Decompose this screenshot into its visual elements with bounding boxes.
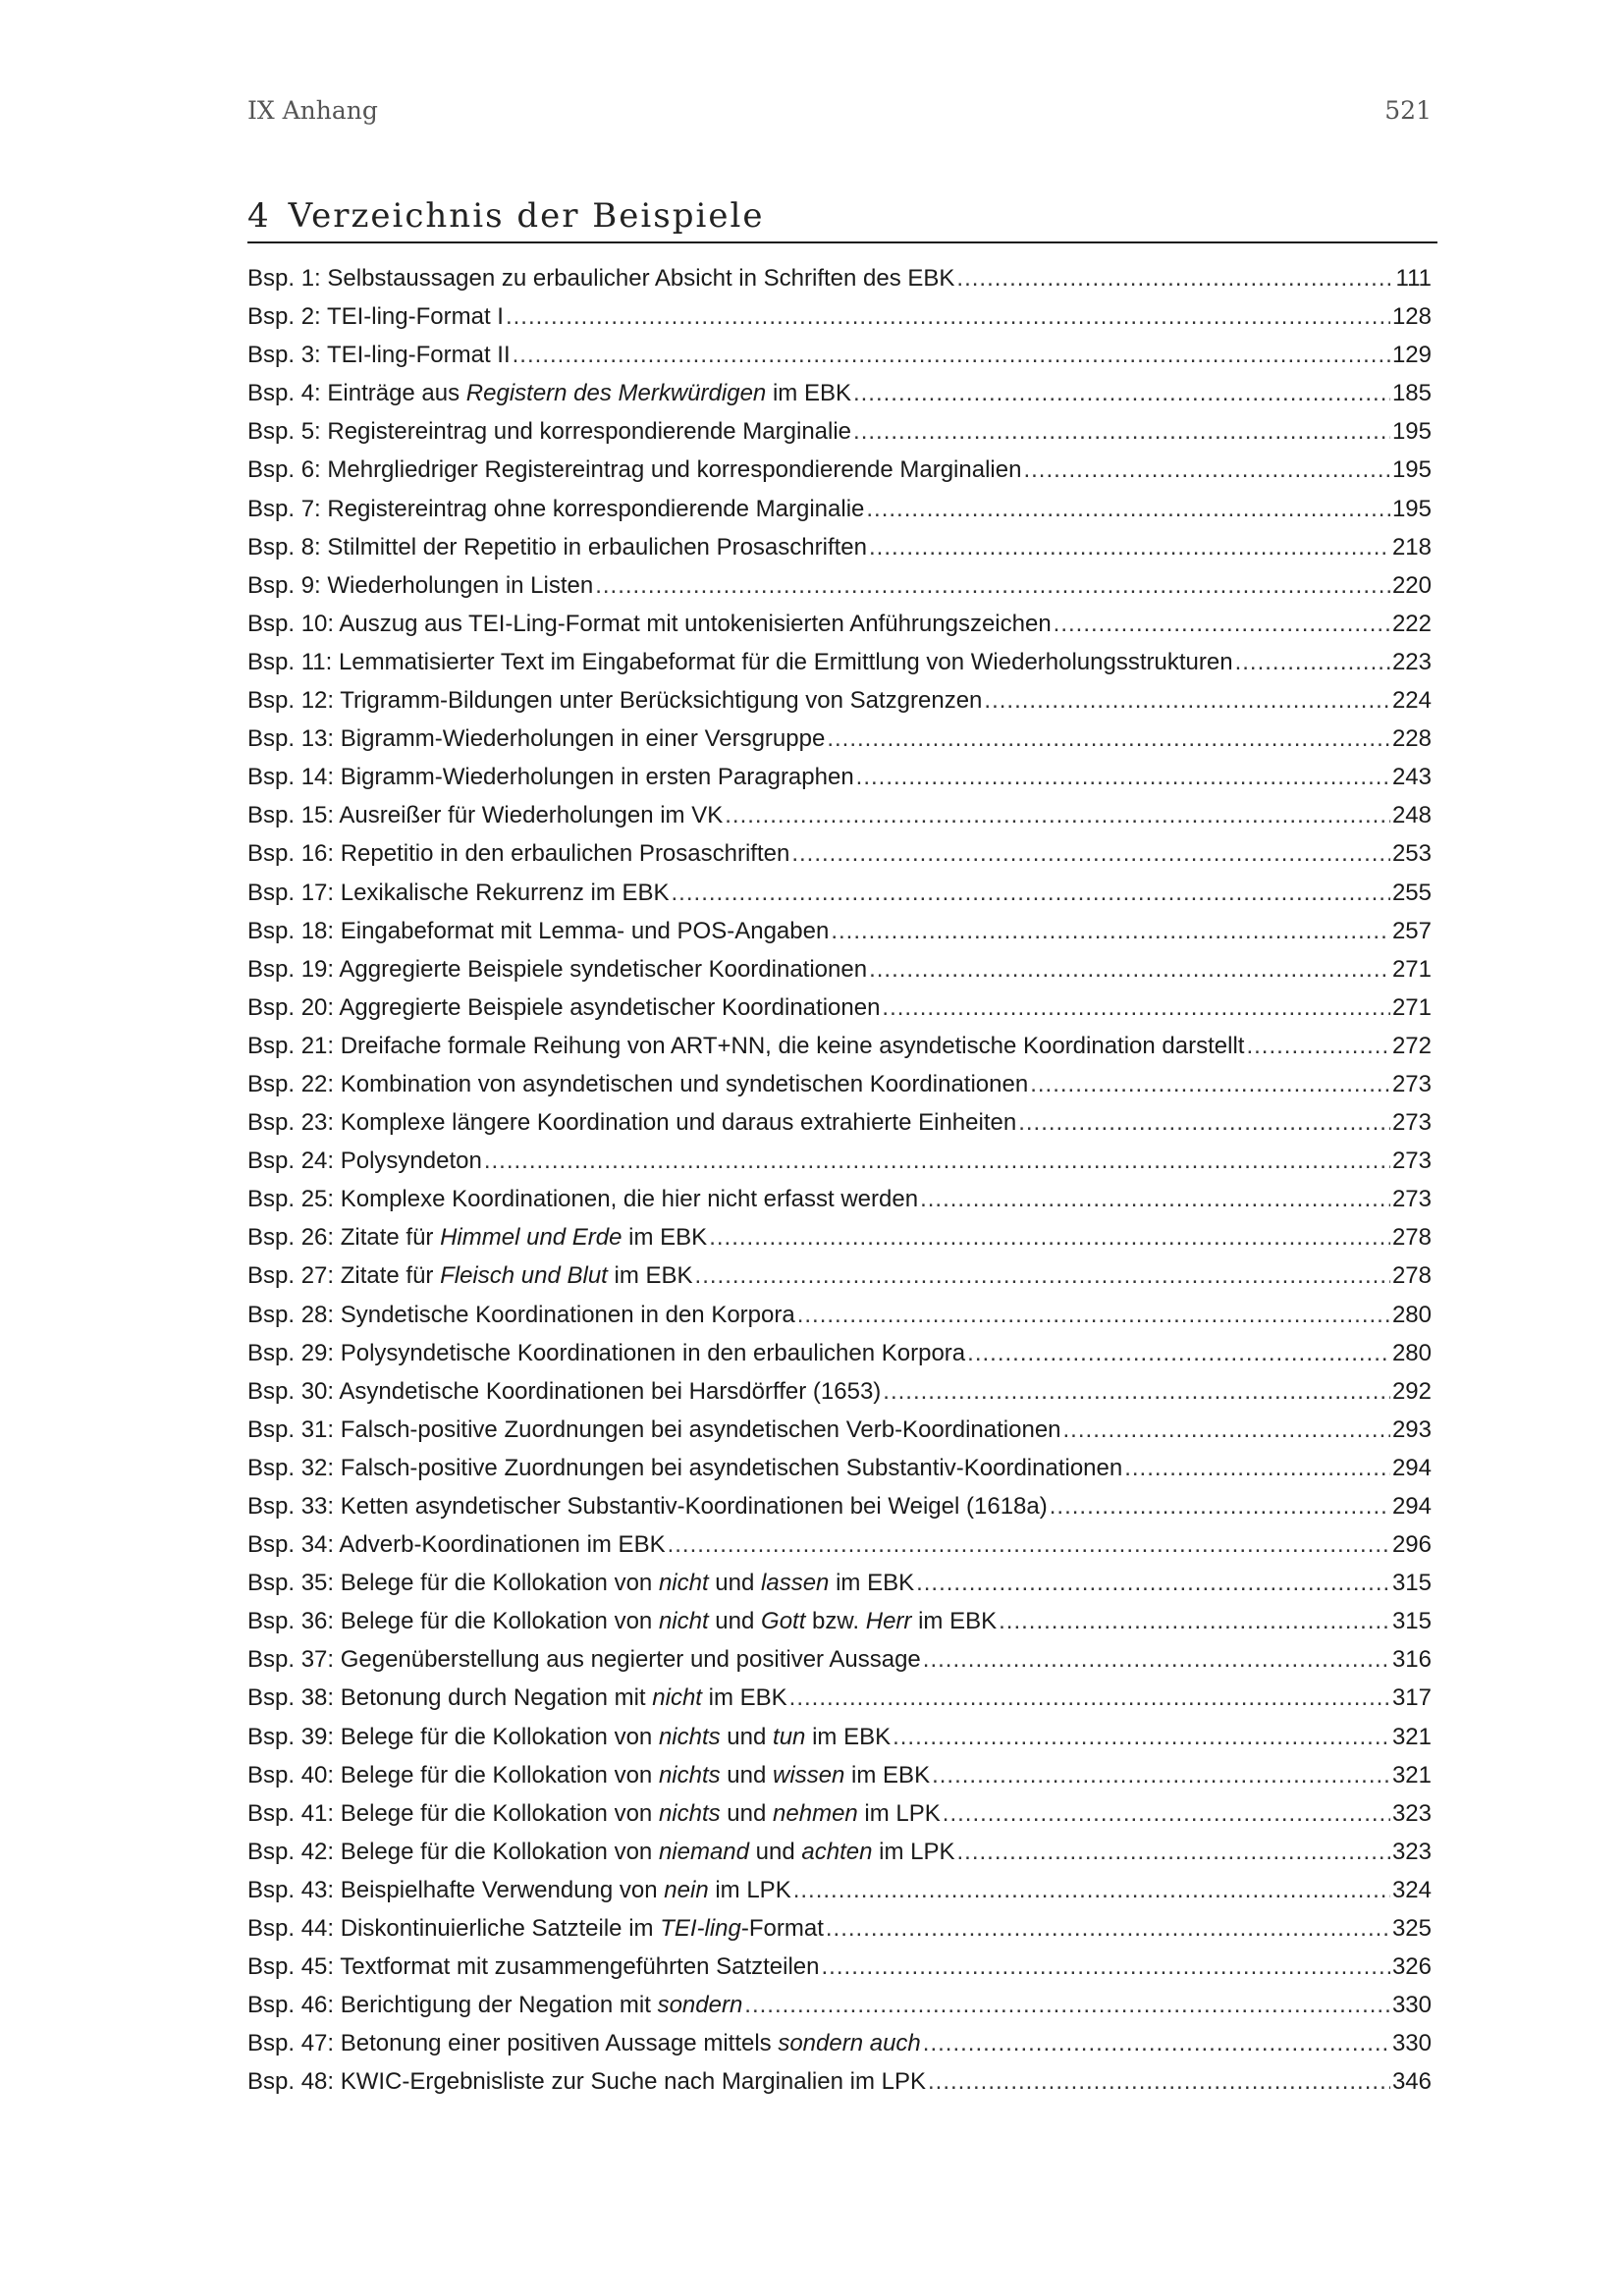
list-item: [247, 1378, 1432, 1416]
example-title: [247, 1992, 742, 2019]
example-page-number: 316: [1391, 1646, 1432, 1674]
dot-leader: [928, 2068, 1390, 2096]
example-title-italic: nicht: [652, 1684, 702, 1712]
example-page-number: 294: [1391, 1493, 1432, 1520]
example-title: [247, 1262, 693, 1290]
example-title-text: im EBK: [805, 1723, 892, 1750]
list-item: [247, 956, 1432, 994]
example-title-text: Bsp. 38: Betonung durch Negation mit: [247, 1684, 653, 1712]
example-title-text: Bsp. 22: Kombination von asyndetischen und syndetischen Koordinationen: [247, 1070, 1029, 1097]
example-title-text: im EBK: [844, 1761, 931, 1789]
example-title: [247, 265, 954, 293]
example-title-italic: sondern: [657, 1992, 743, 2019]
example-title-text: im EBK: [622, 1224, 708, 1252]
example-page-number: 248: [1391, 802, 1432, 829]
example-page-number: 323: [1391, 1838, 1432, 1865]
example-title: [247, 1877, 791, 1904]
list-item: [247, 1262, 1432, 1301]
example-title-text: und: [720, 1723, 774, 1750]
example-page-number: 321: [1391, 1723, 1432, 1750]
example-title-text: Bsp. 46: Berichtigung der Negation mit: [247, 1992, 658, 2019]
example-page-number: 293: [1391, 1415, 1432, 1443]
example-title-text: Bsp. 12: Trigramm-Bildungen unter Berücksichtigung von Satzgrenzen: [247, 687, 983, 715]
example-title: [247, 764, 854, 791]
dot-leader: [967, 1340, 1390, 1367]
example-title: [247, 534, 867, 561]
example-title-text: und: [720, 1799, 774, 1827]
example-title: [247, 918, 829, 945]
example-page-number: 294: [1391, 1454, 1432, 1481]
dot-leader: [999, 1608, 1390, 1635]
example-title: [247, 2068, 926, 2096]
running-head-page-number: 521: [1384, 96, 1432, 125]
dot-leader: [595, 572, 1390, 600]
example-title-text: Bsp. 9: Wiederholungen in Listen: [247, 571, 594, 599]
dot-leader: [1023, 456, 1390, 484]
list-item: [247, 725, 1432, 764]
dot-leader: [709, 1224, 1390, 1252]
list-item: [247, 687, 1432, 725]
running-head-section: IX Anhang: [247, 96, 378, 125]
list-item: [247, 496, 1432, 534]
list-item: [247, 1109, 1432, 1148]
list-item: [247, 880, 1432, 918]
dot-leader: [1246, 1033, 1390, 1060]
dot-leader: [725, 802, 1390, 829]
chapter-heading: [247, 196, 1437, 243]
example-title-text: im EBK: [607, 1262, 693, 1290]
example-title-text: Bsp. 7: Registereintrag ohne korrespondierende Marginalie: [247, 495, 865, 522]
dot-leader: [932, 1762, 1390, 1789]
list-item: [247, 1186, 1432, 1224]
list-item: [247, 1608, 1432, 1646]
example-page-number: 278: [1391, 1262, 1432, 1290]
example-title: [247, 1302, 795, 1329]
example-title-text: Bsp. 23: Komplexe längere Koordination und daraus extrahierte Einheiten: [247, 1109, 1017, 1137]
example-title: [247, 725, 825, 753]
example-title: [247, 1684, 787, 1712]
example-title-text: Bsp. 43: Beispielhafte Verwendung von: [247, 1876, 665, 1903]
example-page-number: 317: [1391, 1684, 1432, 1712]
example-page-number: 273: [1391, 1109, 1432, 1137]
example-title-text: Bsp. 41: Belege für die Kollokation von: [247, 1799, 659, 1827]
dot-leader: [1063, 1416, 1390, 1444]
dot-leader: [1054, 611, 1390, 638]
example-title-text: Bsp. 17: Lexikalische Rekurrenz im EBK: [247, 879, 670, 906]
example-title-text: Bsp. 15: Ausreißer für Wiederholungen im VK: [247, 802, 724, 829]
list-item: [247, 380, 1432, 418]
example-title: [247, 380, 851, 407]
list-item: [247, 1493, 1432, 1531]
example-page-number: 243: [1391, 764, 1432, 791]
example-title-italic: nein: [664, 1876, 709, 1903]
example-title: [247, 956, 867, 984]
example-title-text: Bsp. 16: Repetitio in den erbaulichen Prosaschriften: [247, 840, 790, 868]
example-title-text: Bsp. 25: Komplexe Koordinationen, die hier nicht erfasst werden: [247, 1186, 919, 1213]
example-title-text: Bsp. 2: TEI-ling-Format I: [247, 303, 504, 331]
example-title-italic: lassen: [761, 1570, 830, 1597]
example-title-italic: achten: [801, 1838, 873, 1865]
dot-leader: [1050, 1493, 1390, 1521]
dot-leader: [484, 1148, 1390, 1175]
list-item: [247, 534, 1432, 572]
dot-leader: [1018, 1109, 1390, 1137]
example-title-text: Bsp. 13: Bigramm-Wiederholungen in einer Versgruppe: [247, 725, 826, 753]
example-title-text: und: [720, 1761, 774, 1789]
list-item: [247, 1148, 1432, 1186]
example-page-number: 195: [1391, 418, 1432, 446]
example-title: [247, 880, 670, 907]
example-page-number: 271: [1391, 955, 1432, 983]
example-title-text: und: [708, 1570, 762, 1597]
examples-list: [247, 265, 1432, 2108]
list-item: [247, 2068, 1432, 2107]
dot-leader: [920, 1186, 1390, 1213]
example-title: [247, 1224, 707, 1252]
example-page-number: 271: [1391, 993, 1432, 1021]
example-title: [247, 1340, 965, 1367]
list-item: [247, 649, 1432, 687]
example-page-number: 222: [1391, 610, 1432, 637]
list-item: [247, 1800, 1432, 1839]
example-title-text: Bsp. 37: Gegenüberstellung aus negierter und positiver Aussage: [247, 1646, 921, 1674]
list-item: [247, 764, 1432, 802]
example-title-text: Bsp. 18: Eingabeformat mit Lemma- und POS-Angaben: [247, 917, 830, 944]
list-item: [247, 1071, 1432, 1109]
example-title-text: Bsp. 26: Zitate für: [247, 1224, 441, 1252]
dot-leader: [827, 725, 1390, 753]
dot-leader: [1124, 1455, 1390, 1482]
chapter-number: 4: [247, 196, 271, 236]
example-title-text: Bsp. 11: Lemmatisierter Text im Eingabeformat für die Ermittlung von Wiederholungsstrukturen: [247, 648, 1233, 675]
example-title-italic: nichts: [658, 1761, 721, 1789]
example-title-italic: nichts: [658, 1799, 721, 1827]
example-title-italic: niemand: [658, 1838, 749, 1865]
example-page-number: 272: [1391, 1032, 1432, 1059]
dot-leader: [506, 303, 1390, 331]
list-item: [247, 611, 1432, 649]
dot-leader: [744, 1992, 1390, 2019]
example-page-number: 326: [1391, 1953, 1432, 1981]
example-title-text: im LPK: [708, 1876, 791, 1903]
list-item: [247, 1033, 1432, 1071]
list-item: [247, 572, 1432, 611]
example-title: [247, 1953, 820, 1981]
example-page-number: 273: [1391, 1186, 1432, 1213]
example-title: [247, 687, 982, 715]
example-page-number: 278: [1391, 1224, 1432, 1252]
dot-leader: [916, 1570, 1390, 1597]
example-title: [247, 994, 880, 1022]
list-item: [247, 418, 1432, 456]
list-item: [247, 918, 1432, 956]
example-title-text: Bsp. 39: Belege für die Kollokation von: [247, 1723, 659, 1750]
chapter-title: Verzeichnis der Beispiele: [288, 196, 765, 236]
list-item: [247, 456, 1432, 495]
dot-leader: [882, 994, 1390, 1022]
example-title: [247, 456, 1021, 484]
dot-leader: [672, 880, 1390, 907]
example-title: [247, 1033, 1244, 1060]
example-page-number: 224: [1391, 687, 1432, 715]
example-title-text: Bsp. 5: Registereintrag und korrespondierende Marginalie: [247, 418, 852, 446]
example-page-number: 129: [1391, 342, 1432, 369]
example-title-text: Bsp. 6: Mehrgliedriger Registereintrag und korrespondierende Marginalien: [247, 456, 1022, 484]
example-title: [247, 1724, 891, 1751]
dot-leader: [883, 1378, 1390, 1406]
dot-leader: [893, 1724, 1390, 1751]
example-title: [247, 1800, 941, 1828]
example-page-number: 257: [1391, 917, 1432, 944]
example-page-number: 292: [1391, 1377, 1432, 1405]
example-title-text: im EBK: [766, 380, 851, 407]
example-page-number: 218: [1391, 533, 1432, 561]
example-title: [247, 1762, 930, 1789]
example-title-text: Bsp. 24: Polysyndeton: [247, 1148, 482, 1175]
dot-leader: [869, 956, 1390, 984]
example-title-text: Bsp. 14: Bigramm-Wiederholungen in ersten Paragraphen: [247, 764, 854, 791]
example-title-italic: nicht: [658, 1608, 709, 1635]
dot-leader: [943, 1800, 1390, 1828]
dot-leader: [793, 1877, 1390, 1904]
list-item: [247, 303, 1432, 342]
example-title-text: Bsp. 10: Auszug aus TEI-Ling-Format mit untokenisierten Anführungszeichen: [247, 610, 1052, 637]
list-item: [247, 1839, 1432, 1877]
example-title-text: im EBK: [701, 1684, 787, 1712]
list-item: [247, 1646, 1432, 1684]
example-title: [247, 1416, 1061, 1444]
list-item: [247, 1992, 1432, 2030]
dot-leader: [869, 534, 1390, 561]
example-title-italic: Herr: [865, 1608, 912, 1635]
example-page-number: 280: [1391, 1301, 1432, 1328]
example-title-text: Bsp. 44: Diskontinuierliche Satzteile im: [247, 1915, 661, 1943]
example-title: [247, 572, 593, 600]
example-title-italic: Himmel und Erde: [440, 1224, 623, 1252]
list-item: [247, 1570, 1432, 1608]
example-title-text: Bsp. 48: KWIC-Ergebnisliste zur Suche nach Marginalien im LPK: [247, 2068, 926, 2096]
example-title-text: im EBK: [911, 1608, 998, 1635]
example-title: [247, 1839, 954, 1866]
example-title: [247, 1148, 482, 1175]
example-title-text: im EBK: [829, 1570, 915, 1597]
example-page-number: 315: [1391, 1608, 1432, 1635]
example-title: [247, 1915, 824, 1943]
list-item: [247, 1762, 1432, 1800]
dot-leader: [831, 918, 1390, 945]
example-title-text: und: [749, 1838, 802, 1865]
list-item: [247, 265, 1432, 303]
example-page-number: 330: [1391, 2030, 1432, 2057]
example-page-number: 321: [1391, 1761, 1432, 1789]
example-title: [247, 418, 851, 446]
dot-leader: [513, 342, 1390, 369]
example-title-text: Bsp. 28: Syndetische Koordinationen in den Korpora: [247, 1301, 795, 1328]
example-title-italic: TEI-ling: [660, 1915, 741, 1943]
dot-leader: [1235, 649, 1390, 676]
example-title-text: Bsp. 8: Stilmittel der Repetitio in erbaulichen Prosaschriften: [247, 533, 867, 561]
list-item: [247, 994, 1432, 1033]
list-item: [247, 840, 1432, 879]
example-title: [247, 1493, 1048, 1521]
example-title-text: Bsp. 31: Falsch-positive Zuordnungen bei asyndetischen Verb-Koordinationen: [247, 1415, 1061, 1443]
example-page-number: 280: [1391, 1339, 1432, 1366]
example-title-italic: Fleisch und Blut: [440, 1262, 608, 1290]
dot-leader: [668, 1531, 1390, 1559]
list-item: [247, 1877, 1432, 1915]
dot-leader: [923, 1646, 1390, 1674]
example-title-text: -Format: [740, 1915, 824, 1943]
dot-leader: [853, 380, 1390, 407]
example-title: [247, 303, 504, 331]
list-item: [247, 1302, 1432, 1340]
list-item: [247, 1684, 1432, 1723]
example-title: [247, 840, 789, 868]
dot-leader: [695, 1262, 1390, 1290]
example-title-text: Bsp. 34: Adverb-Koordinationen im EBK: [247, 1531, 666, 1559]
example-title-italic: sondern auch: [778, 2030, 921, 2057]
example-title-text: Bsp. 20: Aggregierte Beispiele asyndetischer Koordinationen: [247, 993, 881, 1021]
list-item: [247, 342, 1432, 380]
dot-leader: [789, 1684, 1390, 1712]
list-item: [247, 2030, 1432, 2068]
example-title-text: Bsp. 27: Zitate für: [247, 1262, 441, 1290]
list-item: [247, 1340, 1432, 1378]
example-title-text: im LPK: [872, 1838, 955, 1865]
dot-leader: [1030, 1071, 1390, 1098]
example-title-text: Bsp. 35: Belege für die Kollokation von: [247, 1570, 659, 1597]
example-page-number: 323: [1391, 1799, 1432, 1827]
example-page-number: 111: [1395, 265, 1432, 292]
dot-leader: [956, 265, 1393, 293]
example-title-text: Bsp. 3: TEI-ling-Format II: [247, 342, 511, 369]
example-title: [247, 1608, 997, 1635]
list-item: [247, 802, 1432, 840]
example-title-text: Bsp. 32: Falsch-positive Zuordnungen bei asyndetischen Substantiv-Koordinationen: [247, 1454, 1123, 1481]
example-page-number: 253: [1391, 840, 1432, 868]
example-title-italic: wissen: [773, 1761, 845, 1789]
example-title: [247, 342, 511, 369]
example-title-text: Bsp. 19: Aggregierte Beispiele syndetischer Koordinationen: [247, 955, 868, 983]
example-title-italic: Registern des Merkwürdigen: [465, 380, 767, 407]
example-page-number: 273: [1391, 1070, 1432, 1097]
example-title-text: Bsp. 30: Asyndetische Koordinationen bei Harsdörffer (1653): [247, 1377, 882, 1405]
example-title-italic: tun: [773, 1723, 806, 1750]
dot-leader: [956, 1839, 1389, 1866]
example-title: [247, 802, 723, 829]
dot-leader: [791, 840, 1390, 868]
example-title-text: Bsp. 42: Belege für die Kollokation von: [247, 1838, 659, 1865]
example-title: [247, 496, 864, 523]
list-item: [247, 1915, 1432, 1953]
example-page-number: 346: [1391, 2068, 1432, 2096]
example-title-text: bzw.: [805, 1608, 866, 1635]
example-title: [247, 1071, 1028, 1098]
example-title-text: Bsp. 36: Belege für die Kollokation von: [247, 1608, 659, 1635]
dot-leader: [797, 1302, 1390, 1329]
example-title: [247, 1455, 1122, 1482]
example-title: [247, 1570, 914, 1597]
list-item: [247, 1416, 1432, 1455]
example-page-number: 325: [1391, 1915, 1432, 1943]
dot-leader: [984, 687, 1390, 715]
dot-leader: [826, 1915, 1390, 1943]
example-page-number: 223: [1391, 648, 1432, 675]
example-page-number: 296: [1391, 1531, 1432, 1559]
example-page-number: 228: [1391, 725, 1432, 753]
list-item: [247, 1455, 1432, 1493]
example-title: [247, 1186, 918, 1213]
example-title-text: Bsp. 47: Betonung einer positiven Aussage mittels: [247, 2030, 779, 2057]
example-page-number: 185: [1391, 380, 1432, 407]
example-title-italic: nichts: [658, 1723, 721, 1750]
example-title-italic: nehmen: [773, 1799, 858, 1827]
example-title: [247, 1109, 1016, 1137]
example-title-text: und: [708, 1608, 762, 1635]
example-title-text: Bsp. 33: Ketten asyndetischer Substantiv-Koordinationen bei Weigel (1618a): [247, 1493, 1048, 1520]
example-page-number: 324: [1391, 1876, 1432, 1903]
example-title: [247, 1531, 666, 1559]
example-page-number: 255: [1391, 879, 1432, 906]
example-title-text: Bsp. 1: Selbstaussagen zu erbaulicher Absicht in Schriften des EBK: [247, 265, 955, 292]
dot-leader: [866, 496, 1390, 523]
example-title: [247, 1378, 881, 1406]
example-title: [247, 611, 1052, 638]
list-item: [247, 1953, 1432, 1992]
example-title-italic: nicht: [658, 1570, 709, 1597]
list-item: [247, 1224, 1432, 1262]
example-page-number: 195: [1391, 495, 1432, 522]
example-page-number: 315: [1391, 1570, 1432, 1597]
example-title-text: Bsp. 45: Textformat mit zusammengeführten Satzteilen: [247, 1953, 820, 1981]
example-page-number: 330: [1391, 1992, 1432, 2019]
example-title-text: im LPK: [857, 1799, 941, 1827]
list-item: [247, 1724, 1432, 1762]
dot-leader: [822, 1953, 1390, 1981]
example-page-number: 128: [1391, 303, 1432, 331]
example-page-number: 195: [1391, 456, 1432, 484]
running-head: [247, 96, 1432, 125]
example-title-text: Bsp. 4: Einträge aus: [247, 380, 466, 407]
example-title: [247, 2030, 921, 2057]
example-title-text: Bsp. 29: Polysyndetische Koordinationen in den erbaulichen Korpora: [247, 1339, 966, 1366]
example-page-number: 220: [1391, 571, 1432, 599]
example-title-italic: Gott: [761, 1608, 806, 1635]
dot-leader: [853, 418, 1390, 446]
dot-leader: [856, 764, 1390, 791]
example-page-number: 273: [1391, 1148, 1432, 1175]
example-title-text: Bsp. 21: Dreifache formale Reihung von ART+NN, die keine asyndetische Koordination darstellt: [247, 1032, 1245, 1059]
dot-leader: [923, 2030, 1390, 2057]
example-title: [247, 649, 1233, 676]
example-title: [247, 1646, 921, 1674]
list-item: [247, 1531, 1432, 1570]
example-title-text: Bsp. 40: Belege für die Kollokation von: [247, 1761, 659, 1789]
